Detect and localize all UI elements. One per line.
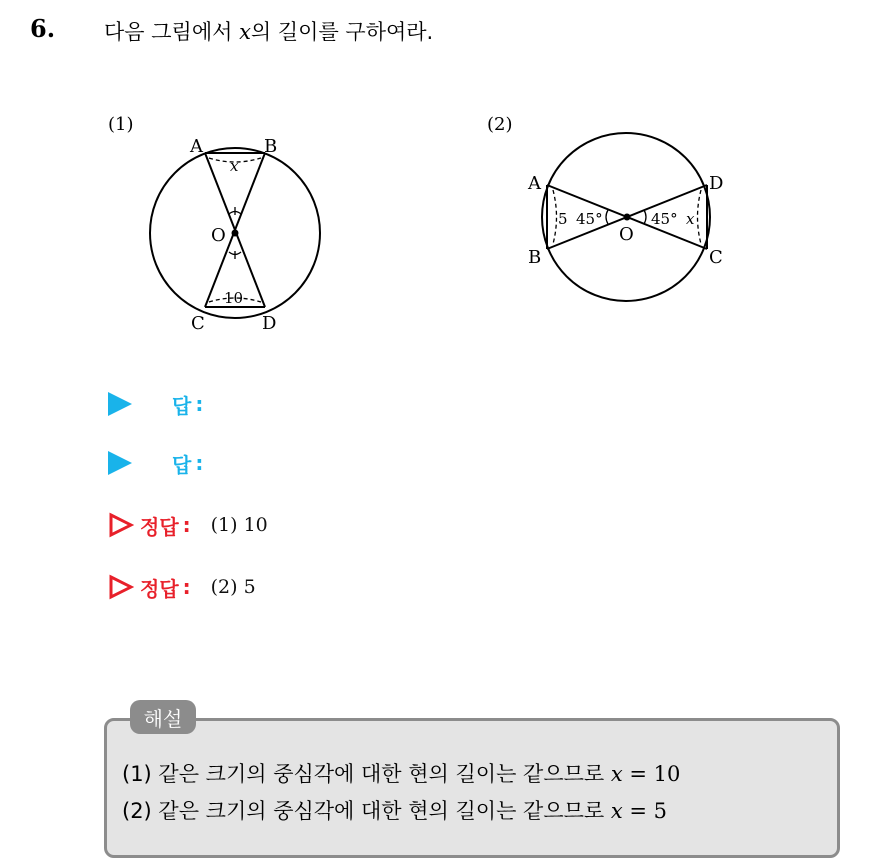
figure2-point-d: D xyxy=(709,173,724,194)
figure2-point-o: O xyxy=(619,224,634,245)
figure1-point-o: O xyxy=(211,225,226,246)
figure2-angle-left-label: 45° xyxy=(576,210,603,228)
correct-answer-value: (1) 10 xyxy=(210,514,268,536)
answer-colon: : xyxy=(195,451,204,475)
figure1-point-b: B xyxy=(264,136,278,157)
correct-answer-row-2 xyxy=(108,571,256,603)
explanation-line-2-eq: = 5 xyxy=(622,799,668,823)
figure1-label-10: 10 xyxy=(224,289,244,307)
explanation-line-2-var: x xyxy=(610,799,623,823)
explanation-tab: 해설 xyxy=(130,700,196,734)
hollow-arrow-icon xyxy=(108,512,134,538)
explanation-line-1-var: x xyxy=(610,762,623,786)
question-text-before: 다음 그림에서 xyxy=(104,20,240,44)
explanation-line-1-text: (1) 같은 크기의 중심각에 대한 현의 길이는 같으므로 xyxy=(122,762,611,786)
answer-label: 답 xyxy=(172,452,192,477)
answer-colon: : xyxy=(195,392,204,416)
answer-arrow-icon xyxy=(108,392,132,416)
explanation-line-1-eq: = 10 xyxy=(622,762,681,786)
explanation-line-2-text: (2) 같은 크기의 중심각에 대한 현의 길이는 같으므로 xyxy=(122,799,611,823)
figure2-angle-left xyxy=(606,210,608,224)
figure1-point-d: D xyxy=(262,313,277,334)
hollow-arrow-icon xyxy=(108,574,134,600)
figure2-label: (2) xyxy=(487,114,513,135)
figure2-point-b: B xyxy=(528,247,542,268)
figure1-label: (1) xyxy=(108,114,134,135)
figure2-label-5: 5 xyxy=(558,210,568,228)
answer-row-1 xyxy=(108,388,223,420)
correct-answer-colon: : xyxy=(182,513,191,537)
figure2-point-c: C xyxy=(709,247,723,268)
correct-answer-row-1 xyxy=(108,509,268,541)
figure2-brace-left xyxy=(553,190,557,244)
figure2-center-dot xyxy=(624,214,631,221)
figure2-point-a: A xyxy=(528,173,541,194)
figure1-point-a: A xyxy=(190,136,203,157)
figure2-label-x: x xyxy=(686,210,695,228)
figure2-brace-right xyxy=(698,190,702,244)
question-variable: x xyxy=(239,20,251,44)
correct-answer-label: 정답 xyxy=(140,514,179,539)
answer-label: 답 xyxy=(172,393,192,418)
answer-row-2 xyxy=(108,447,223,479)
correct-answer-value: (2) 5 xyxy=(210,576,256,598)
correct-answer-label: 정답 xyxy=(140,576,179,601)
explanation-line-2 xyxy=(122,795,667,825)
figure2-angle-right-label: 45° xyxy=(651,210,678,228)
explanation-line-1 xyxy=(122,758,680,788)
figure1-point-c: C xyxy=(191,313,205,334)
question-number: 6. xyxy=(30,14,56,43)
correct-answer-colon: : xyxy=(182,575,191,599)
figure2-angle-right xyxy=(644,210,646,224)
figure1-label-x: x xyxy=(230,157,239,175)
explanation-box xyxy=(104,718,840,858)
answer-arrow-icon xyxy=(108,451,132,475)
question-text-after: 의 길이를 구하여라. xyxy=(250,20,434,44)
